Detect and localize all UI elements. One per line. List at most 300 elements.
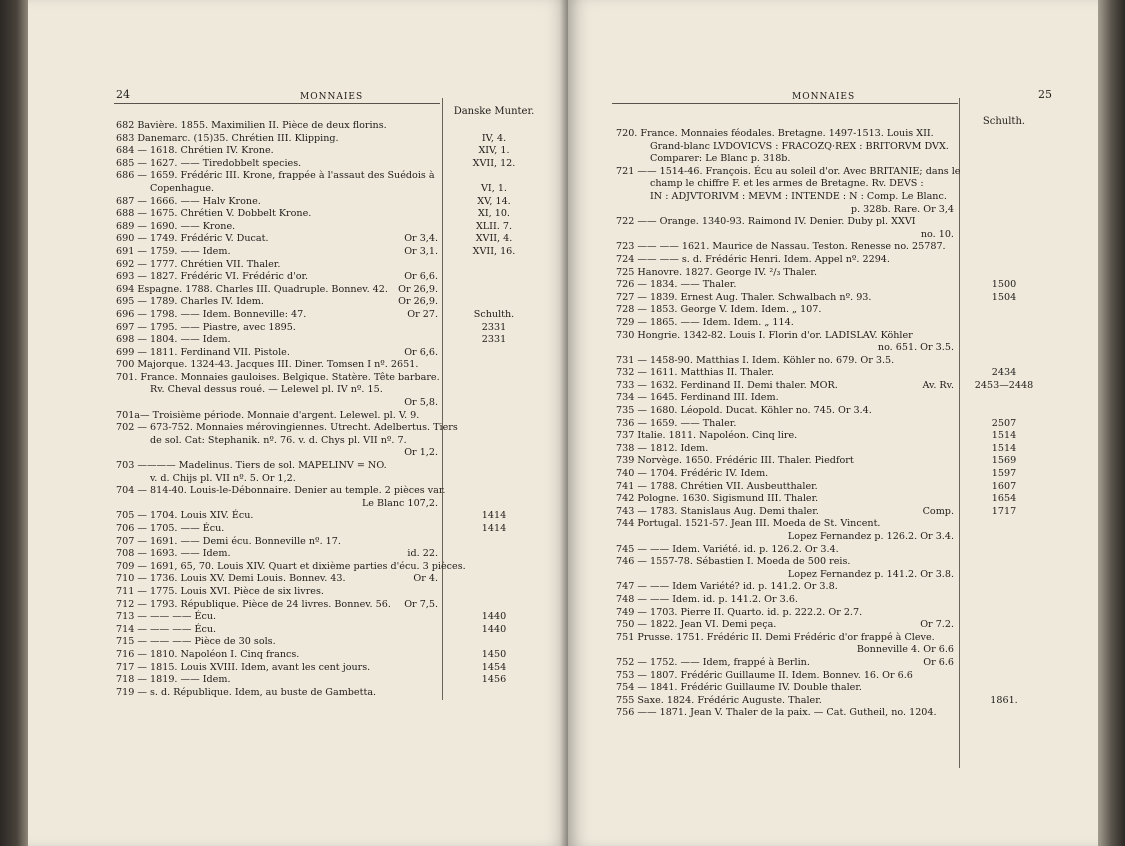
entry-line bbox=[616, 342, 954, 355]
entry-text: 708 — 1693. —— Idem. bbox=[116, 548, 231, 560]
side-value bbox=[448, 284, 540, 297]
entry-text: 746 — 1557-78. Sébastien I. Moeda de 500 reis. bbox=[616, 556, 851, 568]
right-running-head: MONNAIES bbox=[792, 92, 856, 102]
entry-line bbox=[116, 347, 438, 360]
entry-text: 682 Bavière. 1855. Maximilien II. Pièce de deux florins. bbox=[116, 120, 387, 131]
side-value bbox=[964, 342, 1044, 355]
side-value bbox=[448, 447, 540, 460]
side-value bbox=[448, 599, 540, 612]
side-value: XVII, 12. bbox=[472, 157, 516, 169]
entry-line bbox=[116, 359, 438, 372]
entry-line bbox=[616, 481, 954, 494]
left-column-title: Danske Munter. bbox=[453, 106, 535, 117]
entry-line bbox=[616, 443, 954, 456]
side-value bbox=[964, 355, 1044, 368]
side-value bbox=[964, 707, 1044, 720]
entry-text: 744 Portugal. 1521-57. Jean III. Moeda de St. Vincent. bbox=[616, 518, 881, 530]
right-header-rule bbox=[612, 103, 958, 104]
entry-line bbox=[616, 644, 954, 657]
right-page bbox=[568, 0, 1098, 846]
side-value: VI, 1. bbox=[481, 182, 507, 194]
side-value: 1450 bbox=[481, 648, 507, 660]
entry-text: 712 — 1793. République. Pièce de 24 livres. Bonnev. 56. bbox=[116, 598, 391, 610]
entry-text: IN : ADJVTORIVM : MEVM : INTENDE : N : Comp. Le Blanc. bbox=[650, 190, 947, 202]
side-value: 2507 bbox=[991, 417, 1017, 429]
side-value: XI, 10. bbox=[478, 208, 510, 220]
side-value bbox=[448, 259, 540, 272]
entry-text: 689 — 1690. —— Krone. bbox=[116, 220, 236, 232]
side-value: 1414 bbox=[481, 510, 507, 522]
entry-line bbox=[116, 662, 438, 675]
side-value bbox=[964, 141, 1044, 154]
side-value: 1454 bbox=[481, 661, 507, 673]
entry-text: 713 — —— —— Écu. bbox=[116, 611, 217, 623]
entry-text: 720. France. Monnaies féodales. Bretagne. 1497-1513. Louis XII. bbox=[616, 128, 934, 139]
side-value bbox=[448, 271, 540, 284]
side-value bbox=[448, 498, 540, 511]
side-value bbox=[964, 128, 1044, 141]
entry-text: 721 —— 1514-46. François. Écu au soleil d'or. Avec BRITANIE; dans le bbox=[616, 165, 961, 177]
entry-text: 730 Hongrie. 1342-82. Louis I. Florin d'or. LADISLAV. Köhler bbox=[616, 329, 913, 341]
entry-right-value: p. 328b. Rare. Or 3,4 bbox=[850, 203, 954, 215]
entry-line bbox=[616, 707, 954, 720]
entry-text: 739 Norvège. 1650. Frédéric III. Thaler. Piedfort bbox=[616, 455, 854, 467]
side-value: 1414 bbox=[481, 523, 507, 534]
entry-line bbox=[116, 120, 438, 133]
side-value bbox=[964, 670, 1044, 683]
entry-line bbox=[616, 229, 954, 242]
side-value: XV, 14. bbox=[477, 195, 511, 207]
side-value bbox=[964, 216, 1044, 229]
entry-line bbox=[116, 296, 438, 309]
side-value bbox=[964, 178, 1044, 191]
entry-line bbox=[616, 380, 954, 393]
entry-line bbox=[116, 183, 438, 196]
side-value: 1597 bbox=[991, 468, 1017, 480]
entry-line bbox=[616, 128, 954, 141]
entry-text: 707 — 1691. —— Demi écu. Bonneville nº. 17. bbox=[116, 535, 341, 547]
side-value bbox=[964, 254, 1044, 267]
entry-text: 697 — 1795. —— Piastre, avec 1895. bbox=[116, 321, 296, 333]
side-value bbox=[964, 531, 1044, 544]
side-value bbox=[964, 392, 1044, 405]
entry-line bbox=[116, 208, 438, 221]
entry-line bbox=[116, 284, 438, 297]
right-page-number: 25 bbox=[1038, 88, 1052, 101]
entry-right-value: Or 26,9. bbox=[398, 296, 438, 308]
side-value bbox=[448, 548, 540, 561]
entry-line bbox=[616, 392, 954, 405]
entry-line bbox=[116, 586, 438, 599]
left-header-rule bbox=[114, 103, 440, 104]
entry-text: 688 — 1675. Chrétien V. Dobbelt Krone. bbox=[116, 208, 312, 220]
side-value: Schulth. bbox=[473, 308, 515, 320]
entry-line bbox=[116, 447, 438, 460]
entry-text: 756 —— 1871. Jean V. Thaler de la paix. — Cat. Gutheil, no. 1204. bbox=[616, 707, 937, 719]
entry-text: 749 — 1703. Pierre II. Quarto. id. p. 222.2. Or 2.7. bbox=[616, 606, 863, 618]
side-value bbox=[964, 657, 1044, 670]
entry-right-value: Or 1,2. bbox=[404, 447, 438, 459]
entry-text: 747 — —— Idem Variété? id. p. 141.2. Or 3.8. bbox=[616, 581, 838, 593]
entry-right-value: Comp. bbox=[922, 505, 954, 517]
entry-line bbox=[116, 133, 438, 146]
side-value bbox=[964, 204, 1044, 217]
entry-text: 742 Pologne. 1630. Sigismund III. Thaler. bbox=[616, 493, 819, 505]
side-value bbox=[964, 317, 1044, 330]
entry-text: 726 — 1834. —— Thaler. bbox=[616, 279, 737, 291]
entry-text: 736 — 1659. —— Thaler. bbox=[616, 417, 737, 429]
entry-right-value: Or 26,9. bbox=[398, 283, 438, 295]
entry-right-value: Or 6.6 bbox=[923, 656, 954, 668]
entry-text: 685 — 1627. —— Tiredobbelt species. bbox=[116, 157, 302, 169]
side-value bbox=[448, 384, 540, 397]
side-value bbox=[964, 330, 1044, 343]
side-value bbox=[964, 682, 1044, 695]
side-value bbox=[964, 644, 1044, 657]
side-value bbox=[964, 267, 1044, 280]
entry-line bbox=[616, 267, 954, 280]
entry-right-value: Or 7.2. bbox=[920, 619, 954, 631]
side-value: 1500 bbox=[991, 279, 1017, 291]
side-value bbox=[448, 561, 540, 574]
entry-text: 694 Espagne. 1788. Charles III. Quadruple. Bonnev. 42. bbox=[116, 283, 388, 295]
entry-text: 750 — 1822. Jean VI. Demi peça. bbox=[616, 619, 777, 631]
entry-text: 717 — 1815. Louis XVIII. Idem, avant les cent jours. bbox=[116, 661, 371, 673]
side-value bbox=[964, 405, 1044, 418]
entry-text: Rv. Cheval dessus roué. — Lelewel pl. IV nº. 15. bbox=[150, 384, 383, 396]
entry-line bbox=[116, 334, 438, 347]
entry-text: 751 Prusse. 1751. Frédéric II. Demi Frédéric d'or frappé à Cleve. bbox=[616, 631, 935, 643]
entry-line bbox=[616, 355, 954, 368]
left-side-column bbox=[448, 120, 540, 699]
side-value bbox=[964, 594, 1044, 607]
entry-line bbox=[616, 141, 954, 154]
entry-line bbox=[116, 473, 438, 486]
entry-line bbox=[116, 560, 466, 574]
side-value bbox=[448, 435, 540, 448]
side-value: 1861. bbox=[990, 694, 1018, 706]
side-value: 1440 bbox=[481, 611, 507, 623]
entry-text: 684 — 1618. Chrétien IV. Krone. bbox=[116, 145, 274, 157]
entry-text: champ le chiffre F. et les armes de Bretagne. Rv. DEVS : bbox=[650, 178, 924, 190]
entry-line bbox=[116, 158, 438, 171]
entry-line bbox=[616, 493, 954, 506]
side-value bbox=[964, 569, 1044, 582]
entry-line bbox=[116, 636, 438, 649]
entry-text: 711 — 1775. Louis XVI. Pièce de six livres. bbox=[116, 585, 324, 597]
entry-line bbox=[616, 304, 954, 317]
entry-text: 737 Italie. 1811. Napoléon. Cinq lire. bbox=[616, 430, 798, 442]
entry-text: 714 — —— —— Écu. bbox=[116, 623, 217, 635]
entry-line bbox=[116, 422, 458, 435]
entry-text: 723 —— —— 1621. Maurice de Nassau. Teston. Renesse no. 25787. bbox=[616, 241, 946, 253]
entry-line bbox=[116, 523, 438, 536]
entry-line bbox=[116, 170, 438, 183]
entry-text: de sol. Cat: Stephanik. nº. 76. v. d. Chys pl. VII nº. 7. bbox=[150, 434, 407, 446]
side-value: 1514 bbox=[991, 442, 1017, 454]
entry-text: 755 Saxe. 1824. Frédéric Auguste. Thaler. bbox=[616, 694, 822, 706]
entry-right-value: Or 3,4. bbox=[404, 233, 438, 245]
side-value bbox=[448, 347, 540, 360]
side-value bbox=[964, 153, 1044, 166]
entry-line bbox=[616, 594, 954, 607]
entry-text: 728 — 1853. George V. Idem. Idem. „ 107. bbox=[616, 304, 822, 316]
entry-line bbox=[616, 506, 954, 519]
entry-line bbox=[616, 430, 954, 443]
left-column-divider bbox=[442, 98, 443, 700]
entry-text: 748 — —— Idem. id. p. 141.2. Or 3.6. bbox=[616, 593, 798, 605]
side-value bbox=[964, 619, 1044, 632]
entry-line bbox=[116, 674, 438, 687]
entry-text: 719 — s. d. République. Idem, au buste de Gambetta. bbox=[116, 686, 377, 698]
side-value bbox=[964, 166, 1044, 179]
side-value bbox=[964, 544, 1044, 557]
entry-line bbox=[116, 372, 438, 385]
entry-line bbox=[616, 657, 954, 670]
entry-line bbox=[116, 460, 438, 473]
right-book-edge bbox=[1098, 0, 1125, 846]
entry-text: 729 — 1865. —— Idem. Idem. „ 114. bbox=[616, 316, 794, 328]
side-value bbox=[448, 536, 540, 549]
entry-text: 709 — 1691, 65, 70. Louis XIV. Quart et dixième parties d'écu. 3 pièces. bbox=[116, 560, 466, 572]
side-value bbox=[448, 359, 540, 372]
entry-line bbox=[616, 682, 954, 695]
right-column-title: Schulth. bbox=[982, 116, 1026, 127]
entry-line bbox=[116, 510, 438, 523]
side-value bbox=[448, 687, 540, 700]
entry-line bbox=[116, 687, 438, 700]
side-value bbox=[448, 485, 540, 498]
entry-text: 727 — 1839. Ernest Aug. Thaler. Schwalbach nº. 93. bbox=[616, 291, 872, 303]
side-value: XVII, 4. bbox=[475, 233, 513, 245]
entry-text: 690 — 1749. Frédéric V. Ducat. bbox=[116, 233, 269, 245]
entry-line bbox=[616, 556, 954, 569]
side-value bbox=[448, 296, 540, 309]
side-value: XIV, 1. bbox=[478, 145, 510, 157]
side-value: 1440 bbox=[481, 623, 507, 635]
entry-right-value: Or 7,5. bbox=[404, 598, 438, 610]
side-value bbox=[964, 191, 1044, 204]
entry-line bbox=[116, 384, 438, 397]
entry-line bbox=[616, 569, 954, 582]
side-value bbox=[448, 636, 540, 649]
entry-line bbox=[616, 405, 954, 418]
side-value bbox=[964, 241, 1044, 254]
entry-text: 705 — 1704. Louis XIV. Écu. bbox=[116, 510, 254, 522]
side-value: IV, 4. bbox=[481, 132, 507, 144]
side-value bbox=[964, 632, 1044, 645]
entry-line bbox=[616, 531, 954, 544]
entry-line bbox=[616, 619, 954, 632]
entry-line bbox=[116, 145, 438, 158]
entry-text: 745 — —— Idem. Variété. id. p. 126.2. Or 3.4. bbox=[616, 543, 839, 555]
side-value bbox=[964, 581, 1044, 594]
entry-text: Grand-blanc LVDOVICVS : FRACOZQ·REX : BRITORVM DVX. bbox=[650, 140, 949, 152]
entry-line bbox=[616, 292, 954, 305]
entry-text: 754 — 1841. Frédéric Guillaume IV. Double thaler. bbox=[616, 682, 862, 694]
side-value: XLII. 7. bbox=[475, 220, 513, 232]
entry-right-value: Av. Rv. bbox=[922, 379, 954, 391]
entry-line bbox=[616, 367, 954, 380]
entry-text: 692 — 1777. Chrétien VII. Thaler. bbox=[116, 258, 281, 270]
entry-right-value: Bonneville 4. Or 6.6 bbox=[856, 644, 954, 656]
entry-line bbox=[616, 317, 954, 330]
entry-line bbox=[116, 548, 438, 561]
entry-line bbox=[616, 254, 954, 267]
entry-text: Copenhague. bbox=[150, 182, 215, 194]
side-value bbox=[964, 607, 1044, 620]
entry-line bbox=[116, 196, 438, 209]
entry-text: 724 —— —— s. d. Frédéric Henri. Idem. Appel nº. 2294. bbox=[616, 253, 890, 265]
entry-line bbox=[116, 397, 438, 410]
entry-line bbox=[616, 279, 954, 292]
entry-text: 698 — 1804. —— Idem. bbox=[116, 334, 231, 346]
entry-text: 743 — 1783. Stanislaus Aug. Demi thaler. bbox=[616, 505, 819, 517]
left-page-number: 24 bbox=[116, 88, 130, 101]
entry-text: 703 ———— Madelinus. Tiers de sol. MAPELINV = NO. bbox=[116, 460, 387, 472]
side-value: 1569 bbox=[991, 455, 1017, 467]
entry-line bbox=[616, 607, 954, 620]
entry-text: 704 — 814-40. Louis-le-Débonnaire. Denier au temple. 2 pièces var. bbox=[116, 485, 446, 497]
entry-text: 738 — 1812. Idem. bbox=[616, 442, 709, 454]
side-value bbox=[448, 372, 540, 385]
side-value bbox=[964, 229, 1044, 242]
entry-text: 741 — 1788. Chrétien VII. Ausbeutthaler. bbox=[616, 480, 818, 492]
entry-right-value: no. 10. bbox=[920, 228, 954, 240]
left-running-head: MONNAIES bbox=[300, 92, 364, 102]
entry-text: 683 Danemarc. (15)35. Chrétien III. Klipping. bbox=[116, 132, 339, 144]
entry-line bbox=[116, 624, 438, 637]
entry-line bbox=[116, 246, 438, 259]
entry-right-value: Lopez Fernandez p. 141.2. Or 3.8. bbox=[787, 568, 954, 580]
entry-line bbox=[616, 455, 954, 468]
side-value: 1504 bbox=[991, 291, 1017, 303]
side-value: 2331 bbox=[481, 334, 507, 346]
side-value bbox=[448, 573, 540, 586]
entry-line bbox=[116, 599, 438, 612]
entry-text: 716 — 1810. Napoléon I. Cinq francs. bbox=[116, 648, 300, 660]
entry-line bbox=[616, 204, 954, 217]
entry-line bbox=[116, 410, 438, 423]
right-side-column bbox=[964, 128, 1044, 720]
left-book-edge bbox=[0, 0, 28, 846]
entry-text: 700 Majorque. 1324-43. Jacques III. Diner. Tomsen I nº. 2651. bbox=[116, 359, 419, 371]
side-value bbox=[448, 460, 540, 473]
right-entry-list bbox=[616, 128, 961, 720]
side-value bbox=[448, 422, 540, 435]
entry-text: 735 — 1680. Léopold. Ducat. Köhler no. 745. Or 3.4. bbox=[616, 405, 872, 417]
entry-line bbox=[616, 216, 954, 229]
side-value bbox=[964, 304, 1044, 317]
entry-line bbox=[616, 165, 961, 179]
entry-text: 715 — —— —— Pièce de 30 sols. bbox=[116, 636, 276, 648]
entry-line bbox=[616, 418, 954, 431]
entry-line bbox=[616, 178, 954, 191]
entry-line bbox=[116, 309, 438, 322]
entry-text: 752 — 1752. —— Idem, frappé à Berlin. bbox=[616, 656, 810, 668]
side-value bbox=[448, 120, 540, 133]
entry-line bbox=[616, 153, 954, 166]
side-value: 1607 bbox=[991, 480, 1017, 492]
entry-right-value: Or 5,8. bbox=[404, 397, 438, 409]
entry-line bbox=[116, 435, 438, 448]
side-value bbox=[448, 586, 540, 599]
entry-text: 753 — 1807. Frédéric Guillaume II. Idem. Bonnev. 16. Or 6.6 bbox=[616, 669, 913, 681]
side-value: 2331 bbox=[481, 321, 507, 333]
entry-right-value: Or 6,6. bbox=[404, 346, 438, 358]
entry-line bbox=[116, 649, 438, 662]
side-value bbox=[964, 518, 1044, 531]
entry-text: 691 — 1759. —— Idem. bbox=[116, 245, 231, 257]
entry-text: 693 — 1827. Frédéric VI. Frédéric d'or. bbox=[116, 271, 309, 283]
side-value bbox=[448, 473, 540, 486]
entry-text: 702 — 673-752. Monnaies mérovingiennes. Utrecht. Adelbertus. Tiers bbox=[116, 422, 458, 434]
entry-text: 731 — 1458-90. Matthias I. Idem. Köhler no. 679. Or 3.5. bbox=[616, 354, 895, 366]
right-column-divider bbox=[959, 98, 960, 768]
entry-line bbox=[116, 233, 438, 246]
entry-right-value: Or 6,6. bbox=[404, 271, 438, 283]
side-value bbox=[448, 397, 540, 410]
entry-text: 722 —— Orange. 1340-93. Raimond IV. Denier. Duby pl. XXVI bbox=[616, 216, 916, 228]
entry-text: 725 Hanovre. 1827. George IV. ²/₃ Thaler. bbox=[616, 266, 818, 278]
entry-text: 696 — 1798. —— Idem. Bonneville: 47. bbox=[116, 308, 307, 320]
side-value: 1456 bbox=[481, 674, 507, 686]
entry-line bbox=[616, 581, 954, 594]
entry-text: Comparer: Le Blanc p. 318b. bbox=[650, 153, 791, 165]
entry-line bbox=[116, 322, 438, 335]
entry-right-value: Or 3,1. bbox=[404, 245, 438, 257]
side-value: 2453—2448 bbox=[974, 379, 1034, 391]
entry-line bbox=[616, 191, 954, 204]
entry-line bbox=[616, 632, 954, 645]
entry-line bbox=[116, 221, 438, 234]
entry-line bbox=[116, 498, 438, 511]
entry-right-value: Le Blanc 107,2. bbox=[361, 497, 438, 509]
side-value: 1717 bbox=[991, 505, 1017, 517]
entry-right-value: Lopez Fernandez p. 126.2. Or 3.4. bbox=[787, 531, 954, 542]
entry-text: 718 — 1819. —— Idem. bbox=[116, 674, 231, 686]
side-value bbox=[448, 170, 540, 183]
entry-line bbox=[616, 518, 954, 531]
entry-line bbox=[616, 670, 954, 683]
entry-text: 686 — 1659. Frédéric III. Krone, frappée à l'assaut des Suédois à bbox=[116, 170, 435, 182]
side-value: XVII, 16. bbox=[472, 245, 516, 257]
entry-text: 732 — 1611. Matthias II. Thaler. bbox=[616, 367, 775, 379]
entry-line bbox=[616, 241, 954, 254]
side-value: 1514 bbox=[991, 430, 1017, 442]
entry-text: 701. France. Monnaies gauloises. Belgique. Statère. Tête barbare. bbox=[116, 371, 440, 383]
entry-line bbox=[616, 468, 954, 481]
entry-text: 687 — 1666. —— Halv Krone. bbox=[116, 195, 261, 207]
entry-text: v. d. Chijs pl. VII nº. 5. Or 1,2. bbox=[150, 472, 296, 484]
entry-line bbox=[116, 536, 438, 549]
entry-right-value: id. 22. bbox=[407, 548, 438, 560]
entry-text: 710 — 1736. Louis XV. Demi Louis. Bonnev. 43. bbox=[116, 573, 346, 585]
side-value: 1654 bbox=[991, 493, 1017, 505]
entry-right-value: Or 27. bbox=[407, 308, 438, 320]
entry-line bbox=[116, 271, 438, 284]
entry-text: 733 — 1632. Ferdinand II. Demi thaler. MOR. bbox=[616, 379, 838, 391]
entry-line bbox=[116, 573, 438, 586]
entry-line bbox=[616, 330, 954, 343]
left-entry-list bbox=[116, 120, 466, 699]
entry-text: 740 — 1704. Frédéric IV. Idem. bbox=[616, 468, 769, 480]
entry-right-value: Or 4. bbox=[413, 573, 438, 585]
entry-text: 734 — 1645. Ferdinand III. Idem. bbox=[616, 392, 779, 404]
side-value bbox=[448, 410, 540, 423]
side-value bbox=[964, 556, 1044, 569]
entry-line bbox=[116, 611, 438, 624]
